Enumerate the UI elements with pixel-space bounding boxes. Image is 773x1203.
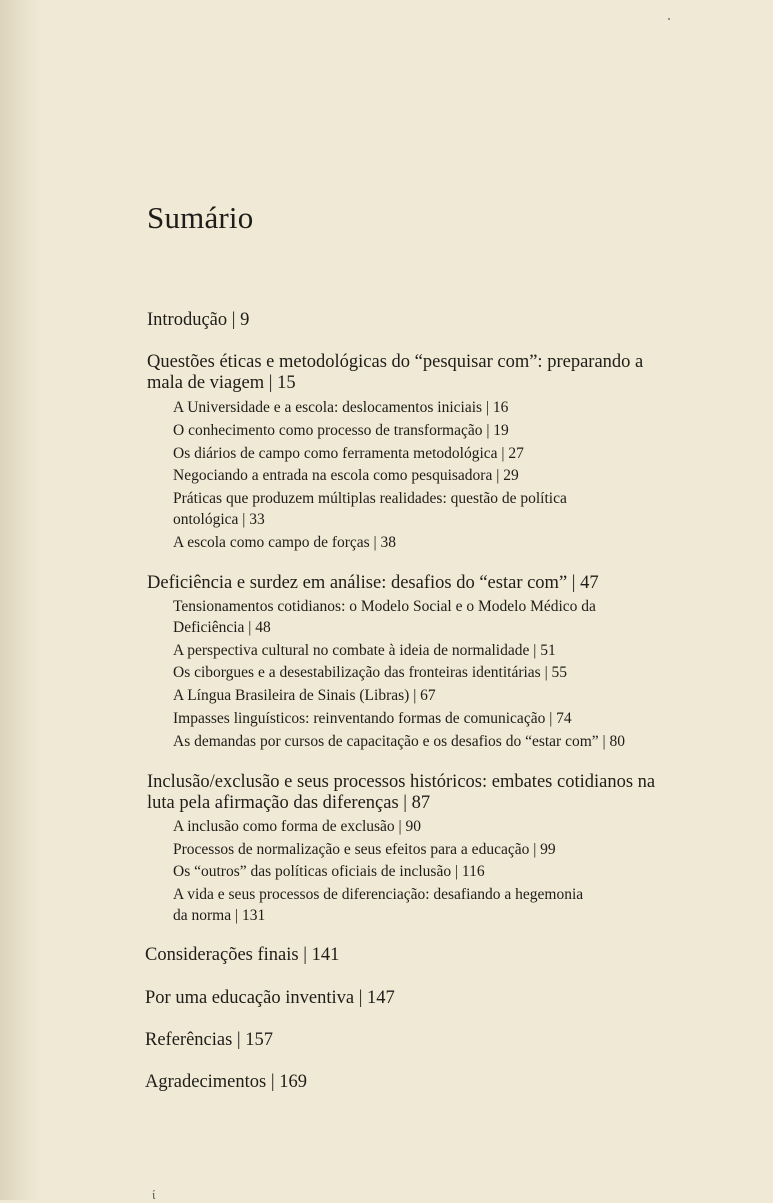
toc-subentry-continued: da norma | 131 [173,907,266,924]
toc-subentry: Tensionamentos cotidianos: o Modelo Social e o Modelo Médico da [173,598,596,615]
toc-chapter-3-line-2: luta pela afirmação das diferenças | 87 [147,793,431,813]
toc-subentry: Os ciborgues e a desestabilização das fronteiras identitárias | 55 [173,664,568,681]
toc-subentry-continued: ontológica | 33 [173,511,265,528]
toc-subentry: A inclusão como forma de exclusão | 90 [173,818,422,835]
page-title: Sumário [147,200,254,235]
toc-subentry: Práticas que produzem múltiplas realidades: questão de política [173,490,567,507]
toc-subentry: Os diários de campo como ferramenta metodológica | 27 [173,445,524,462]
toc-subentry: A Língua Brasileira de Sinais (Libras) | 67 [173,687,436,704]
toc-subentry-continued: Deficiência | 48 [173,619,271,636]
speck [668,18,670,20]
toc-subentry: O conhecimento como processo de transformação | 19 [173,422,509,439]
toc-subentry: Processos de normalização e seus efeitos para a educação | 99 [173,841,556,858]
toc-subentry: A Universidade e a escola: deslocamentos iniciais | 16 [173,399,509,416]
toc-subentry: Os “outros” das políticas oficiais de inclusão | 116 [173,863,485,880]
toc-chapter-2: Deficiência e surdez em análise: desafios do “estar com” | 47 [147,573,599,593]
toc-entry-referencias: Referências | 157 [145,1030,274,1050]
toc-subentry: A escola como campo de forças | 38 [173,534,397,551]
toc-entry-agradecimentos: Agradecimentos | 169 [145,1072,307,1092]
toc-entry-consideracoes-finais: Considerações finais | 141 [145,945,340,965]
toc-subentry: Negociando a entrada na escola como pesquisadora | 29 [173,467,519,484]
toc-chapter-3-line-1: Inclusão/exclusão e seus processos históricos: embates cotidianos na [147,772,656,792]
toc-entry-educacao-inventiva: Por uma educação inventiva | 147 [145,988,395,1008]
page-edge-shadow [0,0,40,1200]
stray-mark: ί [152,1187,156,1202]
toc-subentry: A vida e seus processos de diferenciação: desafiando a hegemonia [173,886,584,903]
toc-entry-introducao: Introdução | 9 [147,310,250,330]
toc-chapter-1-line-2: mala de viagem | 15 [147,373,296,393]
toc-subentry: As demandas por cursos de capacitação e os desafios do “estar com” | 80 [173,733,626,750]
toc-chapter-1-line-1: Questões éticas e metodológicas do “pesquisar com”: preparando a [147,352,644,372]
toc-subentry: Impasses linguísticos: reinventando formas de comunicação | 74 [173,710,572,727]
toc-subentry: A perspectiva cultural no combate à ideia de normalidade | 51 [173,642,556,659]
